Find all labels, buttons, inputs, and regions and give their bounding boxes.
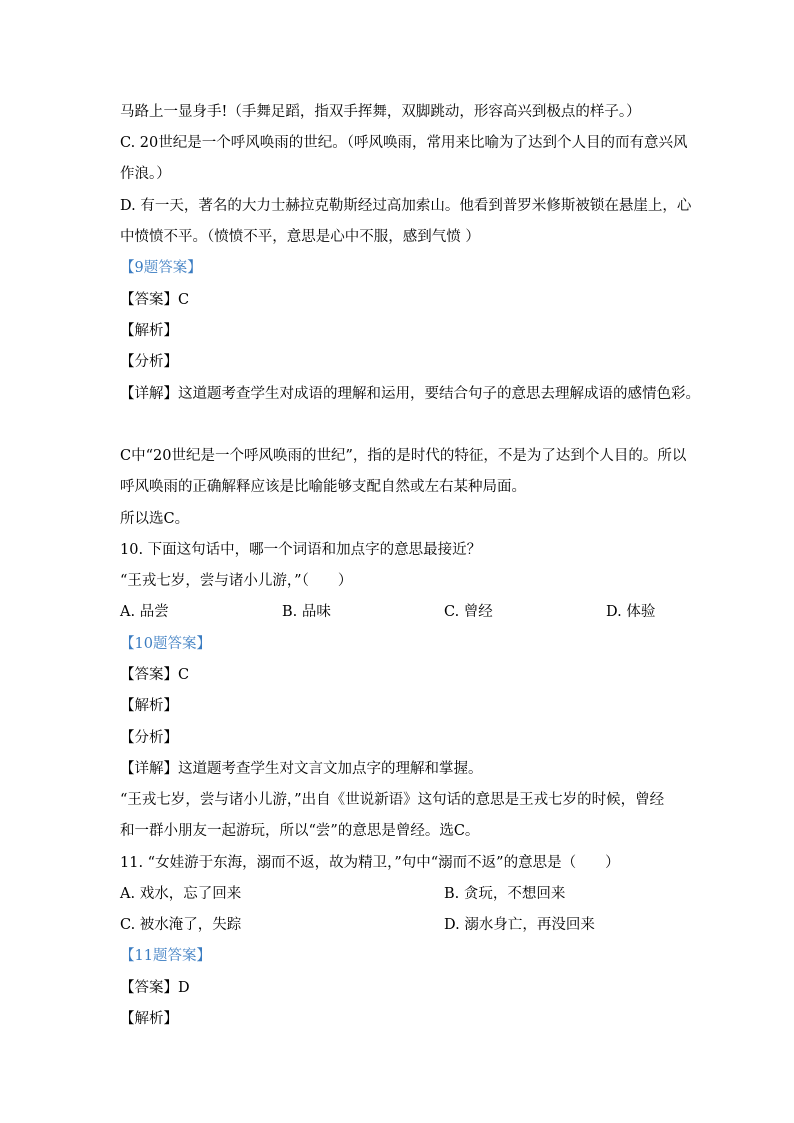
q10-question: 10. 下面这句话中，哪一个词语和加点字的意思最接近？ [120, 542, 482, 558]
q11-option-d: D. 溺水身亡，再没回来 [444, 917, 595, 933]
q11-analysis-label: 【解析】 [120, 1011, 178, 1027]
q10-fenxi-label: 【分析】 [120, 730, 178, 746]
q9-conclusion: 所以选C。 [120, 511, 190, 527]
text-line: 马路上一显身手!（手舞足蹈，指双手挥舞，双脚跳动，形容高兴到极点的样子。） [120, 104, 641, 120]
q11-options-row-2 [120, 915, 680, 935]
q10-quote: “王戎七岁，尝与诸小儿游，”（ ） [120, 573, 353, 589]
q11-question: 11. “女娃游于东海，溺而不返，故为精卫，”句中“溺而不返”的意思是（ ） [120, 855, 620, 871]
q9-explanation-line: C中“20世纪是一个呼风唤雨的世纪”，指的是时代的特征，不是为了达到个人目的。所以 [120, 448, 687, 464]
q11-option-c: C. 被水淹了，失踪 [120, 917, 242, 933]
q9-detail: 【详解】这道题考查学生对成语的理解和运用，要结合句子的意思去理解成语的感情色彩。 [120, 386, 700, 402]
option-c-text: C. 20世纪是一个呼风唤雨的世纪。（呼风唤雨，常用来比喻为了达到个人目的而有意兴风 [120, 135, 688, 151]
q10-analysis-label: 【解析】 [120, 698, 178, 714]
q10-option-c: C. 曾经 [444, 604, 493, 620]
q10-answer-header: 【10题答案】 [120, 636, 211, 652]
q10-explanation-line: “王戎七岁，尝与诸小儿游，”出自《世说新语》这句话的意思是王戎七岁的时候，曾经 [120, 792, 665, 808]
q11-answer-header: 【11题答案】 [120, 948, 211, 964]
q11-options-row-1 [120, 884, 680, 904]
q10-option-d: D. 体验 [606, 604, 656, 620]
option-d-text: D. 有一天，著名的大力士赫拉克勒斯经过高加索山。他看到普罗米修斯被锁在悬崖上，心 [120, 198, 692, 214]
q10-explanation-line: 和一群小朋友一起游玩，所以“尝”的意思是曾经。选C。 [120, 823, 480, 839]
q11-option-a: A. 戏水，忘了回来 [120, 886, 242, 902]
q10-option-a: A. 品尝 [120, 604, 169, 620]
q10-detail: 【详解】这道题考查学生对文言文加点字的理解和掌握。 [120, 761, 483, 777]
q10-answer: 【答案】C [120, 667, 190, 683]
q9-analysis-label: 【解析】 [120, 323, 178, 339]
text-line: 中愤愤不平。（愤愤不平，意思是心中不服，感到气愤 ） [120, 229, 480, 245]
q9-fenxi-label: 【分析】 [120, 354, 178, 370]
q9-answer: 【答案】C [120, 292, 190, 308]
q11-answer: 【答案】D [120, 980, 190, 996]
q10-option-b: B. 品味 [282, 604, 331, 620]
text-line: 作浪。） [120, 166, 171, 182]
q11-option-b: B. 贪玩，不想回来 [444, 886, 566, 902]
q9-explanation-line: 呼风唤雨的正确解释应该是比喻能够支配自然或左右某种局面。 [120, 479, 526, 495]
q10-options [120, 602, 680, 622]
q9-answer-header: 【9题答案】 [120, 260, 202, 276]
